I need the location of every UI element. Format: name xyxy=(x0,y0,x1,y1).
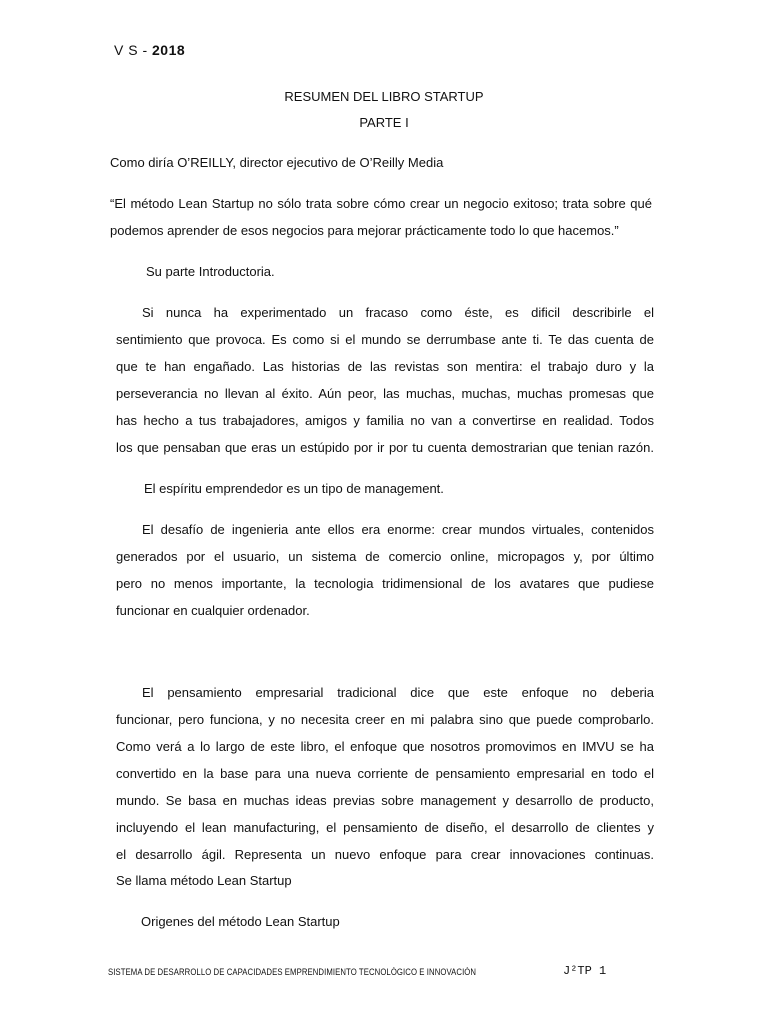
paragraph-line: Si nunca ha experimentado un fracaso como éste, es dificil describirle el xyxy=(142,305,654,320)
document-subtitle: PARTE I xyxy=(359,115,409,130)
section-heading-intro: Su parte Introductoria. xyxy=(146,264,275,279)
paragraph-line: el desarrollo ágil. Representa un nuevo enfoque para crear innovaciones continuas. xyxy=(116,847,654,862)
paragraph-line: Se llama método Lean Startup xyxy=(116,873,292,888)
paragraph-line: pero no menos importante, la tecnologia tridimensional de los avatares que pudiese xyxy=(116,576,654,591)
paragraph-line: funcionar, pero funciona, y no necesita creer en mi palabra sino que puede comprobarlo. xyxy=(116,712,654,727)
page-number: J²TP 1 xyxy=(563,964,607,978)
page-footer: SISTEMA DE DESARROLLO DE CAPACIDADES EMPRENDIMIENTO TECNOLÓGICO E INNOVACIÓN xyxy=(108,967,477,977)
section-heading-management: El espíritu emprendedor es un tipo de management. xyxy=(144,481,444,496)
quote-line: “El método Lean Startup no sólo trata sobre cómo crear un negocio exitoso; trata sobre qué xyxy=(110,196,652,211)
quote-line: podemos aprender de esos negocios para mejorar prácticamente todo lo que hacemos.” xyxy=(110,223,619,238)
paragraph-line: que te han engañado. Las historias de las revistas son mentira: el trabajo duro y la xyxy=(116,359,654,374)
paragraph-line: convertido en la base para una nueva corriente de pensamiento empresarial en todo el xyxy=(116,766,654,781)
paragraph-line: perseverancia no llevan al éxito. Aún peor, las muchas, muchas, muchas promesas que xyxy=(116,386,654,401)
document-code-prefix: V S - xyxy=(114,42,153,58)
document-title: RESUMEN DEL LIBRO STARTUP xyxy=(284,89,484,104)
paragraph-line: El desafío de ingenieria ante ellos era enorme: crear mundos virtuales, contenidos xyxy=(142,522,654,537)
paragraph-line: has hecho a tus trabajadores, amigos y familia no van a convertirse en realidad. Todos xyxy=(116,413,654,428)
paragraph-line: incluyendo el lean manufacturing, el pensamiento de diseño, el desarrollo de clientes y xyxy=(116,820,654,835)
paragraph-line: El pensamiento empresarial tradicional dice que este enfoque no deberia xyxy=(142,685,654,700)
paragraph-line: funcionar en cualquier ordenador. xyxy=(116,603,310,618)
paragraph-line: mundo. Se basa en muchas ideas previas sobre management y desarrollo de producto, xyxy=(116,793,654,808)
document-code-year: 2018 xyxy=(152,42,186,58)
section-heading-origins: Origenes del método Lean Startup xyxy=(141,914,340,929)
quote-intro: Como diría O’REILLY, director ejecutivo de O’Reilly Media xyxy=(110,155,444,170)
document-code xyxy=(114,42,185,58)
paragraph-line: los que pensaban que eras un estúpido por ir por tu cuenta demostrarian que tenian razón. xyxy=(116,440,654,455)
paragraph-line: generados por el usuario, un sistema de comercio online, micropagos y, por último xyxy=(116,549,654,564)
paragraph-line: Como verá a lo largo de este libro, el enfoque que nosotros promovimos en IMVU se ha xyxy=(116,739,654,754)
paragraph-line: sentimiento que provoca. Es como si el mundo se derrumbase ante ti. Te das cuenta de xyxy=(116,332,654,347)
